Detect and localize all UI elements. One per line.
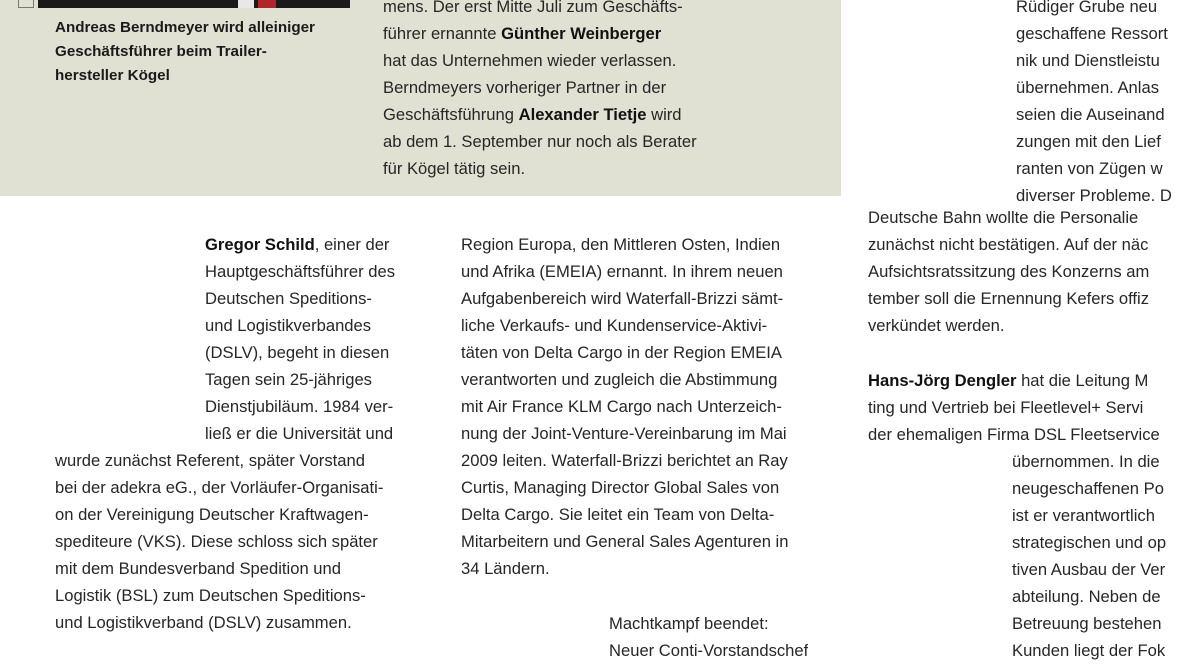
person-name: Alexander Tietje — [518, 105, 647, 124]
text-line: Betreuung bestehen — [1012, 614, 1162, 633]
caption-line: hersteller Kögel — [55, 67, 170, 84]
text-line: Deutschen Speditions- — [205, 289, 372, 308]
text-line: Deutsche Bahn wollte die Personalie — [868, 208, 1139, 227]
article-delta-cargo — [461, 231, 788, 582]
text-line: Tagen sein 25-jähriges — [205, 370, 372, 389]
article-kogel-continued — [383, 0, 697, 182]
text-line: mens. Der erst Mitte Juli zum Geschäfts- — [383, 0, 683, 16]
text-line: der ehemaligen Firma DSL Fleetservice — [868, 425, 1160, 444]
text-line: Kunden liegt der Fok — [1012, 641, 1166, 660]
photo-bottom-edge — [38, 0, 350, 8]
caption-line: Geschäftsführer beim Trailer- — [55, 43, 267, 60]
text-line: Neuer Conti-Vorstandschef — [609, 641, 809, 660]
text-line: und Logistikverbandes — [205, 316, 372, 335]
text-line: nik und Dienstleistu — [1016, 51, 1160, 70]
caption-line: Andreas Berndmeyer wird alleiniger — [55, 19, 315, 36]
article-bahn-full — [868, 204, 1149, 339]
text-line: bei der adekra eG., der Vorläufer-Organisati- — [55, 478, 384, 497]
text-line: tember soll die Ernennung Kefers offiz — [868, 289, 1150, 308]
text-line: Gregor Schild, einer der — [205, 235, 390, 254]
text-line: Mitarbeitern und General Sales Agenturen in — [461, 532, 789, 551]
text-line: tiven Ausbau der Ver — [1012, 560, 1166, 579]
person-name: Gregor Schild — [205, 235, 315, 254]
text-line: Aufsichtsratssitzung des Konzerns am — [868, 262, 1150, 281]
text-line: Rüdiger Grube neu — [1016, 0, 1158, 16]
text-line: ließ er die Universität und — [205, 424, 394, 443]
text-line: übernehmen. Anlas — [1016, 78, 1159, 97]
text-line: Curtis, Managing Director Global Sales von — [461, 478, 780, 497]
page-corner-mark — [18, 0, 34, 8]
text-line: Berndmeyers vorheriger Partner in der — [383, 78, 667, 97]
text-line: Machtkampf beendet: — [609, 614, 769, 633]
conti-caption — [609, 610, 808, 664]
text-line: spediteure (VKS). Diese schloss sich später — [55, 532, 378, 551]
text-line: zunächst nicht bestätigen. Auf der näc — [868, 235, 1149, 254]
text-line: zungen mit den Lief — [1016, 132, 1161, 151]
text-line: Dienstjubiläum. 1984 ver- — [205, 397, 394, 416]
text-line: ting und Vertrieb bei Fleetlevel+ Servi — [868, 398, 1144, 417]
text-line: ranten von Zügen w — [1016, 159, 1163, 178]
text-line: und Afrika (EMEIA) ernannt. In ihrem neuen — [461, 262, 783, 281]
text-line: on der Vereinigung Deutscher Kraftwagen- — [55, 505, 369, 524]
text-line: führer ernannte Günther Weinberger — [383, 24, 662, 43]
text-line: abteilung. Neben de — [1012, 587, 1161, 606]
text-line: (DSLV), begeht in diesen — [205, 343, 390, 362]
article-schild-full — [55, 447, 383, 636]
text-line: Delta Cargo. Sie leitet ein Team von Delta- — [461, 505, 775, 524]
text-line: verkündet werden. — [868, 316, 1005, 335]
text-line: für Kögel tätig sein. — [383, 159, 526, 178]
text-line: ab dem 1. September nur noch als Berater — [383, 132, 697, 151]
text-line: Hauptgeschäftsführer des — [205, 262, 396, 281]
text-line: und Logistikverband (DSLV) zusammen. — [55, 613, 352, 632]
text-line: hat das Unternehmen wieder verlassen. — [383, 51, 677, 70]
text-line: mit Air France KLM Cargo nach Unterzeich- — [461, 397, 782, 416]
article-dengler-full — [868, 367, 1160, 448]
text-line: Logistik (BSL) zum Deutschen Speditions- — [55, 586, 366, 605]
text-line: liche Verkaufs- und Kundenservice-Aktivi- — [461, 316, 768, 335]
text-line: wurde zunächst Referent, später Vorstand — [55, 451, 365, 470]
person-name: Günther Weinberger — [501, 24, 662, 43]
text-line: Aufgabenbereich wird Waterfall-Brizzi sämt- — [461, 289, 784, 308]
article-bahn-indented — [1016, 0, 1172, 209]
article-schild-indented — [205, 231, 395, 447]
text-line: ist er verantwortlich — [1012, 506, 1155, 525]
text-line: Hans-Jörg Dengler hat die Leitung M — [868, 371, 1149, 390]
text-line: Geschäftsführung Alexander Tietje wird — [383, 105, 682, 124]
text-line: täten von Delta Cargo in der Region EMEIA — [461, 343, 782, 362]
text-line: diverser Probleme. D — [1016, 186, 1172, 205]
text-line: seien die Auseinand — [1016, 105, 1165, 124]
text-line: verantworten und zugleich die Abstimmung — [461, 370, 778, 389]
text-line: mit dem Bundesverband Spedition und — [55, 559, 341, 578]
text-line: 2009 leiten. Waterfall-Brizzi berichtet an Ray — [461, 451, 788, 470]
text-line: geschaffene Ressort — [1016, 24, 1168, 43]
text-line: strategischen und op — [1012, 533, 1167, 552]
text-line: 34 Ländern. — [461, 559, 550, 578]
text-line: neugeschaffenen Po — [1012, 479, 1164, 498]
article-dengler-indented — [1012, 448, 1166, 664]
photo-caption — [55, 16, 355, 88]
text-line: nung der Joint-Venture-Vereinbarung im Mai — [461, 424, 787, 443]
text-line: übernommen. In die — [1012, 452, 1160, 471]
person-name: Hans-Jörg Dengler — [868, 371, 1017, 390]
text-line: Region Europa, den Mittleren Osten, Indien — [461, 235, 781, 254]
